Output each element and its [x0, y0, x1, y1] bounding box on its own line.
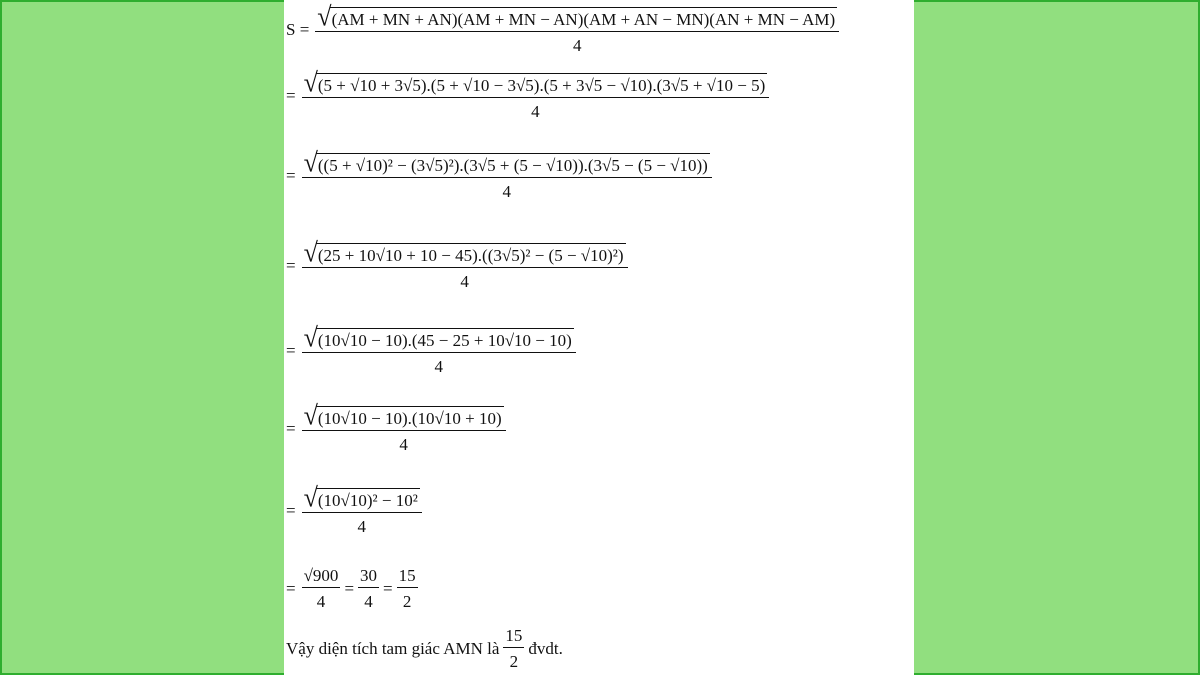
equation-lhs: =: [286, 86, 296, 105]
conclusion-sentence: [286, 626, 563, 672]
final-result-step: [286, 566, 418, 612]
square-root: [303, 482, 420, 513]
conclusion-unit: đvdt.: [528, 639, 563, 658]
fraction-denominator: 4: [357, 517, 366, 536]
fraction-denominator: 4: [364, 592, 373, 611]
fraction: [397, 566, 418, 612]
radical-sign-icon: √: [317, 1, 332, 32]
fraction: [302, 147, 712, 202]
fraction-denominator: 4: [316, 592, 326, 611]
fraction-numerator: [302, 147, 712, 178]
equation-step: [286, 482, 422, 537]
fraction-numerator: 15: [398, 566, 416, 585]
fraction: [302, 237, 628, 292]
radicand: (10√10)² − 10²: [316, 488, 420, 511]
equation-lhs: =: [286, 341, 296, 360]
fraction: [503, 626, 524, 672]
fraction-numerator: [302, 237, 628, 268]
fraction-denominator: 4: [399, 435, 408, 454]
equals-sign: =: [344, 579, 355, 598]
fraction-numerator: [302, 400, 506, 431]
radicand: (10√10 − 10).(10√10 + 10): [316, 406, 504, 429]
equals-sign: =: [383, 579, 393, 598]
fraction: [302, 400, 506, 455]
equation-step: [286, 1, 839, 56]
fraction: [302, 482, 422, 537]
equation-step: [286, 322, 576, 377]
radical-sign-icon: √: [303, 322, 318, 353]
equation-step: [286, 67, 769, 122]
square-root: [303, 237, 626, 268]
fraction-denominator: 4: [531, 102, 540, 121]
radical-sign-icon: √: [303, 147, 318, 178]
square-root: [303, 400, 504, 431]
equation-step: [286, 237, 628, 292]
square-root: [303, 322, 574, 353]
equation-lhs: =: [286, 579, 296, 598]
fraction-numerator: [315, 1, 839, 32]
square-root: [317, 1, 837, 32]
fraction-numerator: 15: [505, 626, 523, 645]
fraction-denominator: 4: [572, 36, 582, 55]
fraction-denominator: 4: [434, 357, 443, 376]
conclusion-text: Vậy diện tích tam giác AMN là: [286, 639, 500, 658]
square-root: [303, 67, 768, 98]
document-page: [284, 0, 914, 675]
fraction-numerator: [302, 322, 576, 353]
fraction: [302, 67, 770, 122]
fraction: [302, 566, 341, 612]
equation-lhs: =: [286, 256, 296, 275]
fraction: [302, 322, 576, 377]
equation-lhs: =: [286, 166, 296, 185]
equation-step: [286, 400, 506, 455]
radical-sign-icon: √: [303, 237, 318, 268]
radicand: (5 + √10 + 3√5).(5 + √10 − 3√5).(5 + 3√5 − √10).(3√5 + √10 − 5): [316, 73, 767, 96]
radicand: (10√10 − 10).(45 − 25 + 10√10 − 10): [316, 328, 574, 351]
radicand: (AM + MN + AN)(AM + MN − AN)(AM + AN − MN)(AN + MN − AM): [330, 7, 838, 30]
fraction-denominator: 4: [502, 182, 511, 201]
equation-lhs: =: [286, 501, 296, 520]
radicand: (25 + 10√10 + 10 − 45).((3√5)² − (5 − √10)²): [316, 243, 626, 266]
fraction-denominator: 2: [509, 652, 519, 671]
fraction-denominator: 4: [460, 272, 469, 291]
fraction-denominator: 2: [402, 592, 412, 611]
radical-sign-icon: √: [303, 400, 318, 431]
fraction-numerator: 30: [360, 566, 378, 585]
fraction-numerator: [302, 67, 770, 98]
fraction: [358, 566, 379, 612]
fraction: [315, 1, 839, 56]
square-root: [303, 147, 710, 178]
fraction-numerator: [302, 482, 422, 513]
radical-sign-icon: √: [303, 482, 318, 513]
equation-step: [286, 147, 712, 202]
fraction-numerator: √900: [303, 566, 339, 585]
radical-sign-icon: √: [303, 67, 318, 98]
radicand: ((5 + √10)² − (3√5)²).(3√5 + (5 − √10)).(3√5 − (5 − √10)): [316, 153, 710, 176]
equation-lhs: S =: [286, 20, 310, 39]
equation-lhs: =: [286, 419, 296, 438]
